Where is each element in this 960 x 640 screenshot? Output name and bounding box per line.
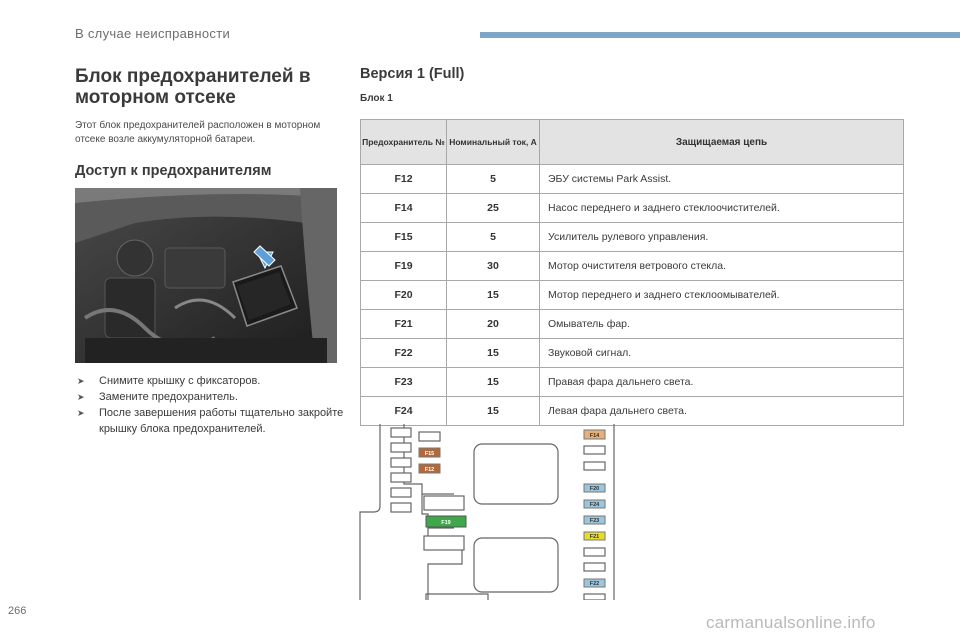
watermark: carmanualsonline.info xyxy=(706,613,876,632)
cell-circuit: Усилитель рулевого управления. xyxy=(540,223,904,252)
fuse-f21-label: F21 xyxy=(589,534,600,540)
cell-fuse: F22 xyxy=(361,339,447,368)
cell-current: 5 xyxy=(447,223,540,252)
cell-current: 15 xyxy=(447,281,540,310)
cell-circuit: Звуковой сигнал. xyxy=(540,339,904,368)
fuse-f15-label: F15 xyxy=(424,450,435,457)
table-row xyxy=(361,310,904,339)
version-title: Версия 1 (Full) xyxy=(360,66,465,82)
cell-fuse: F20 xyxy=(361,281,447,310)
fuse-table xyxy=(360,119,904,426)
cell-current: 15 xyxy=(447,339,540,368)
header-current: Номинальный ток, А xyxy=(447,120,540,165)
step-text: После завершения работы тщательно закройте крышку блока предохранителей. xyxy=(99,407,344,435)
cell-fuse: F23 xyxy=(361,368,447,397)
page-title: Блок предохранителей в моторном отсеке xyxy=(75,66,311,108)
step-text: Замените предохранитель. xyxy=(99,391,238,403)
cell-current: 15 xyxy=(447,368,540,397)
table-row xyxy=(361,339,904,368)
cell-fuse: F21 xyxy=(361,310,447,339)
step-item: ➤ Замените предохранитель. xyxy=(77,391,238,403)
cell-circuit: Правая фара дальнего света. xyxy=(540,368,904,397)
cell-fuse: F15 xyxy=(361,223,447,252)
table-row xyxy=(361,368,904,397)
step-text: Снимите крышку с фиксаторов. xyxy=(99,375,261,387)
cell-circuit: ЭБУ системы Park Assist. xyxy=(540,165,904,194)
cell-circuit: Мотор переднего и заднего стеклоомывателей. xyxy=(540,281,904,310)
cell-fuse: F14 xyxy=(361,194,447,223)
cell-current: 30 xyxy=(447,252,540,281)
block-label: Блок 1 xyxy=(360,93,393,104)
cell-current: 20 xyxy=(447,310,540,339)
steps-list xyxy=(75,373,350,437)
fuse-box-diagram xyxy=(358,424,618,600)
fuse-f22-label: F22 xyxy=(589,581,600,587)
table-row xyxy=(361,281,904,310)
table-row xyxy=(361,223,904,252)
fuse-f12-label: F12 xyxy=(424,466,435,473)
table-row xyxy=(361,252,904,281)
cell-current: 25 xyxy=(447,194,540,223)
fuse-f23-label: F23 xyxy=(589,518,600,524)
cell-circuit: Омыватель фар. xyxy=(540,310,904,339)
header-accent-bar xyxy=(480,32,960,38)
table-row xyxy=(361,397,904,426)
fuse-f14-label: F14 xyxy=(589,432,600,439)
engine-bay-photo xyxy=(75,188,337,363)
table-row xyxy=(361,165,904,194)
table-row xyxy=(361,194,904,223)
header-fuse: Предохранитель № xyxy=(361,120,447,165)
cell-circuit: Насос переднего и заднего стеклоочистителей. xyxy=(540,194,904,223)
cell-circuit: Левая фара дальнего света. xyxy=(540,397,904,426)
fuse-f19-label: F19 xyxy=(441,520,451,526)
cell-circuit: Мотор очистителя ветрового стекла. xyxy=(540,252,904,281)
intro-text: Этот блок предохранителей расположен в моторном отсеке возле аккумуляторной батареи. xyxy=(75,120,321,145)
table-header-row xyxy=(361,120,904,165)
step-item: ➤ Снимите крышку с фиксаторов. xyxy=(77,375,261,387)
cell-fuse: F24 xyxy=(361,397,447,426)
cell-current: 5 xyxy=(447,165,540,194)
fuse-f20-label: F20 xyxy=(589,486,600,492)
cell-fuse: F19 xyxy=(361,252,447,281)
fuse-f24-label: F24 xyxy=(589,502,600,508)
access-title: Доступ к предохранителям xyxy=(75,163,272,179)
step-item: ➤ После завершения работы тщательно закройте крышку блока предохранителей. xyxy=(77,407,344,435)
cell-fuse: F12 xyxy=(361,165,447,194)
page-number: 266 xyxy=(8,605,27,617)
header-section-text: В случае неисправности xyxy=(75,26,231,41)
header-circuit: Защищаемая цепь xyxy=(540,120,904,165)
cell-current: 15 xyxy=(447,397,540,426)
